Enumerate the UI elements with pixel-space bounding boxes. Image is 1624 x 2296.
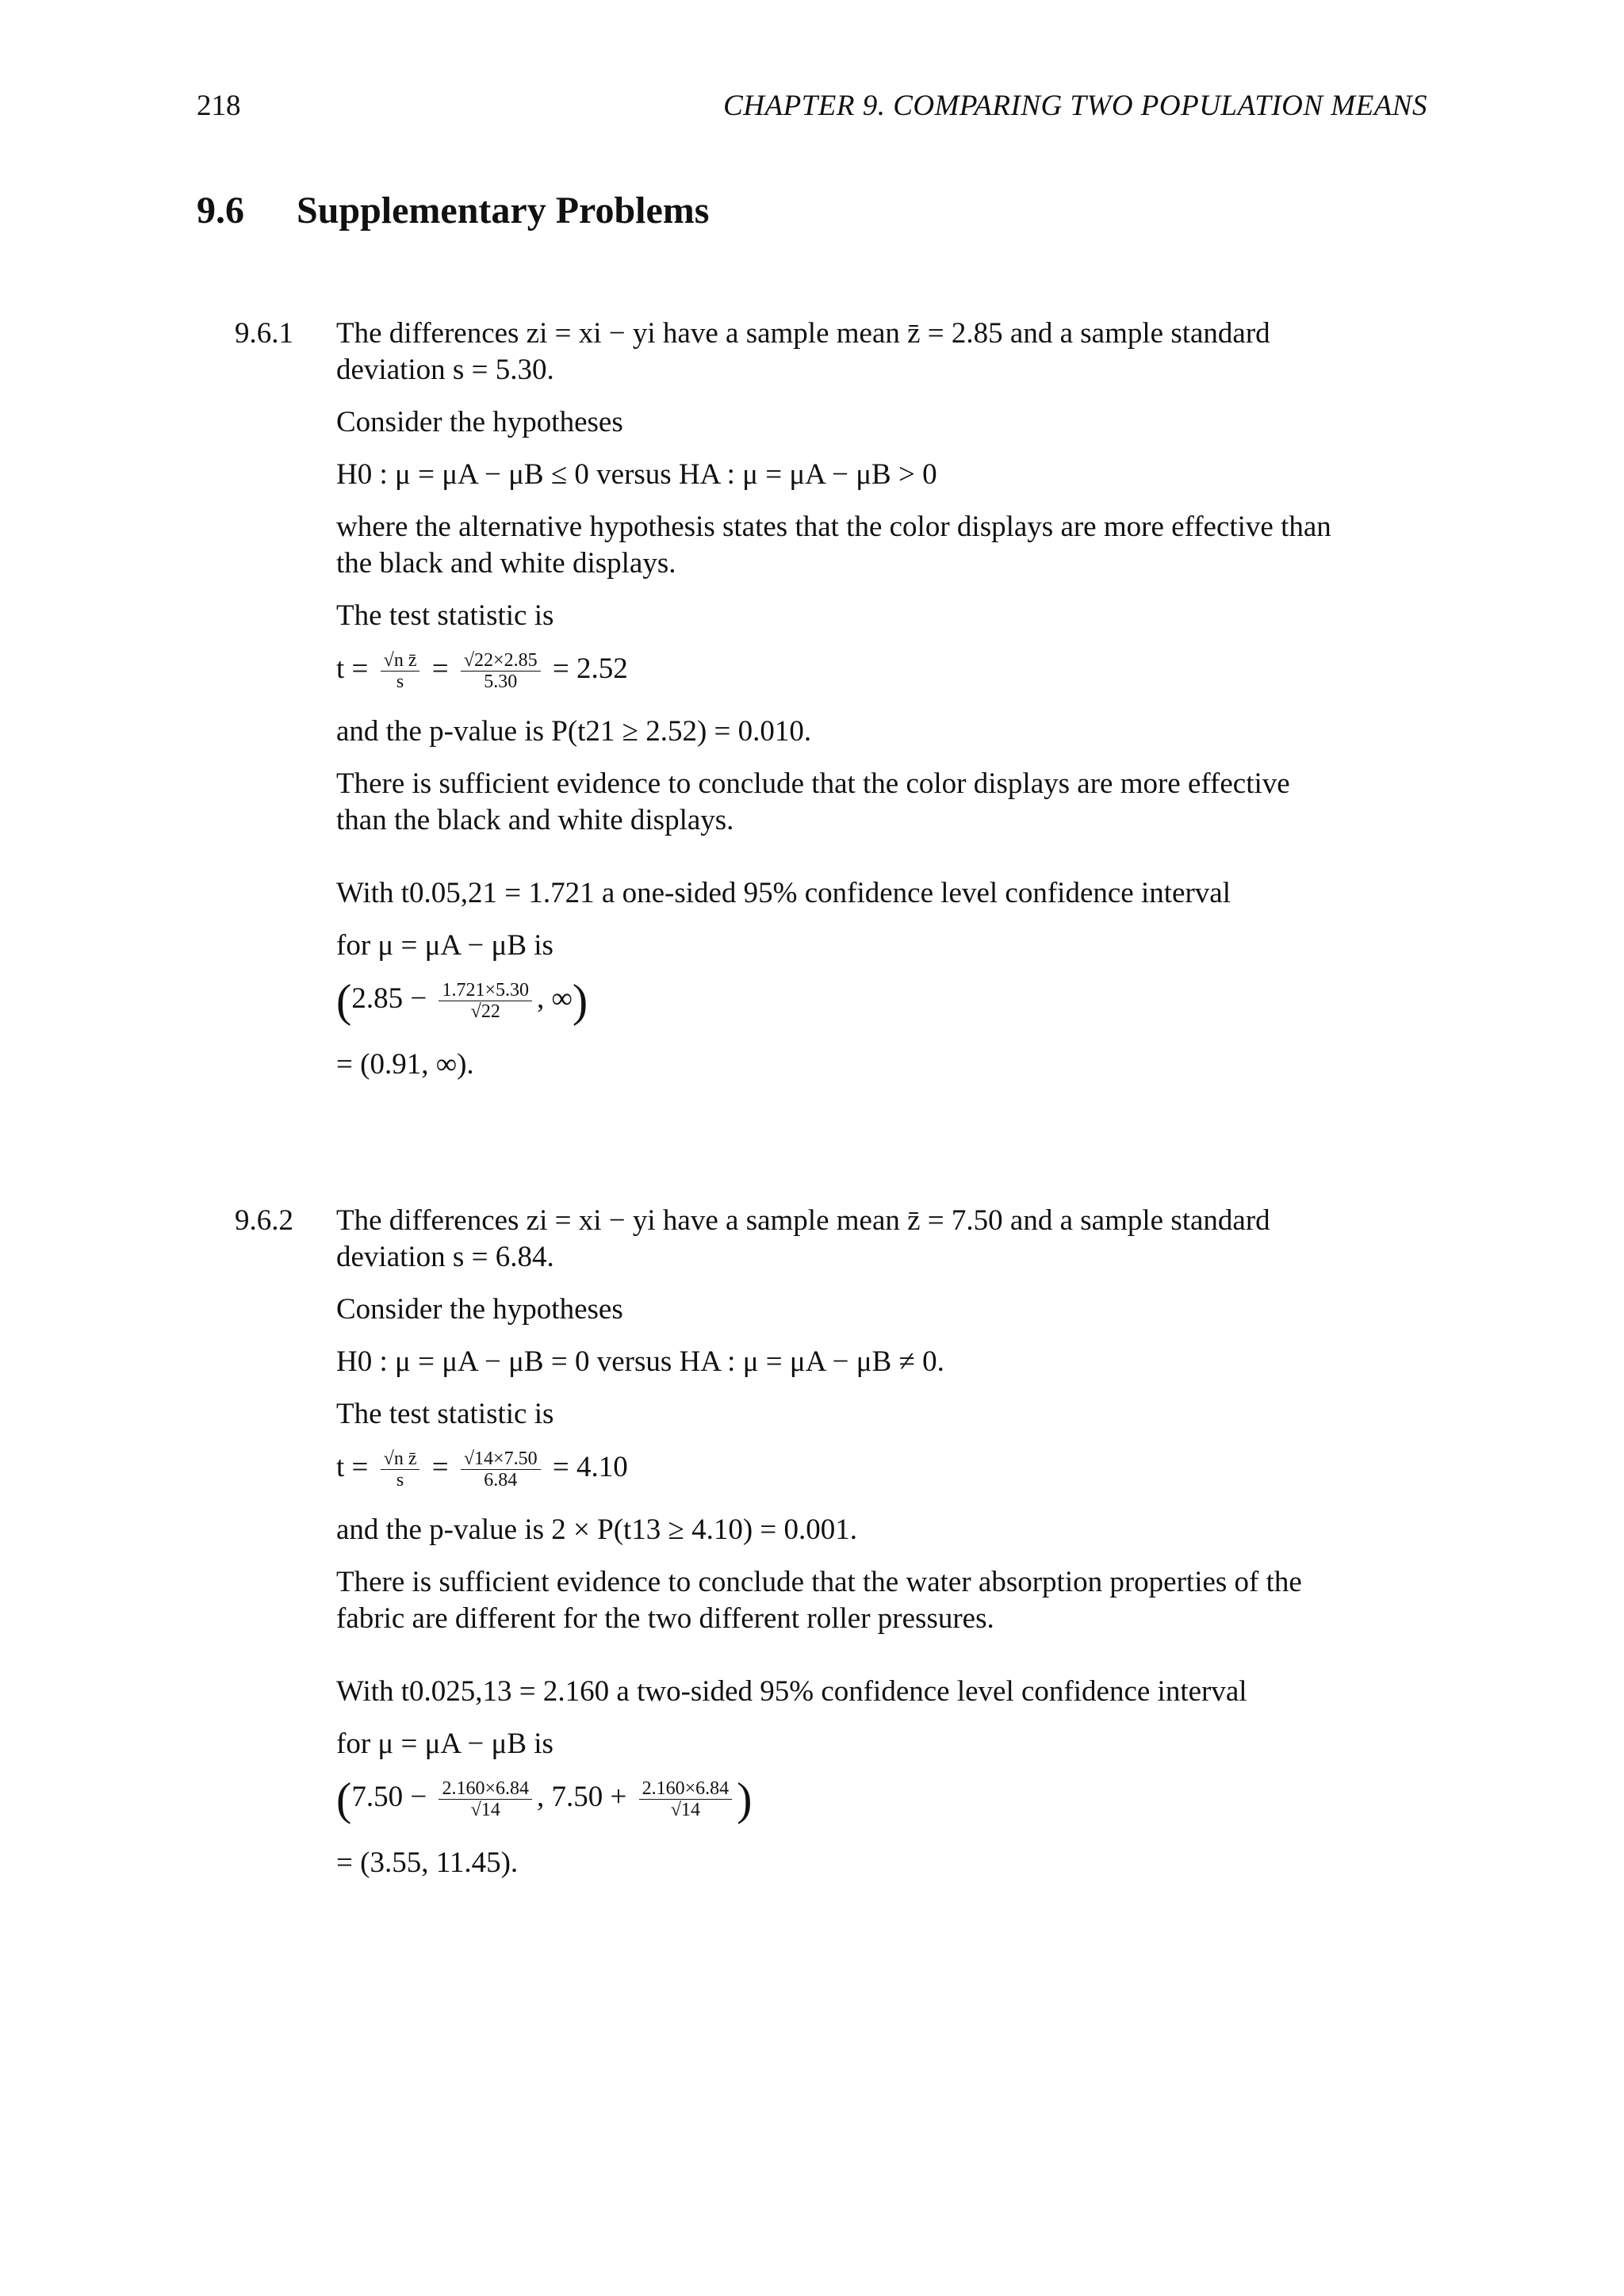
page-number: 218 xyxy=(197,90,241,122)
section-number: 9.6 xyxy=(197,189,244,232)
denominator: √22 xyxy=(470,1001,500,1022)
ci-line-1: With t0.05,21 = 1.721 a one-sided 95% confidence level confidence interval xyxy=(336,877,1231,909)
ci-expr-a: 7.50 − xyxy=(351,1780,427,1813)
t-result: = 4.10 xyxy=(552,1450,628,1483)
fraction xyxy=(381,650,420,692)
spacer xyxy=(336,839,1427,875)
fraction xyxy=(381,1448,420,1490)
problem-number: 9.6.1 xyxy=(235,317,293,350)
ci-expression xyxy=(336,974,1427,1031)
test-stat-intro: The test statistic is xyxy=(336,1398,554,1430)
fraction xyxy=(461,650,541,692)
close-paren: ) xyxy=(572,974,588,1027)
intro-line-1: The differences zi = xi − yi have a sample mean z̄ = 7.50 and a sample standard xyxy=(336,1204,1270,1237)
numerator: √n z̄ xyxy=(381,650,420,672)
t-lhs: t = xyxy=(336,1450,369,1483)
open-paren: ( xyxy=(336,1773,352,1825)
running-header xyxy=(197,89,1427,128)
t-lhs: t = xyxy=(336,652,369,685)
ci-result: = (3.55, 11.45). xyxy=(336,1846,519,1879)
problem-body xyxy=(336,1203,1427,1881)
fraction xyxy=(439,1778,532,1820)
hypotheses-line: H0 : μ = μA − μB ≤ 0 versus HA : μ = μA − μB > 0 xyxy=(336,458,937,491)
numerator: √n z̄ xyxy=(381,1448,420,1470)
numerator: √14×7.50 xyxy=(461,1448,541,1470)
denominator: √14 xyxy=(470,1800,500,1820)
chapter-title: CHAPTER 9. COMPARING TWO POPULATION MEANS xyxy=(723,90,1427,122)
test-stat-equation xyxy=(336,1448,1427,1496)
test-stat-intro: The test statistic is xyxy=(336,599,554,632)
pvalue-line: and the p-value is P(t21 ≥ 2.52) = 0.010. xyxy=(336,715,812,748)
t-result: = 2.52 xyxy=(552,652,628,685)
intro-line-2: deviation s = 6.84. xyxy=(336,1241,554,1273)
problem-number: 9.6.2 xyxy=(235,1204,293,1237)
hypotheses-line: H0 : μ = μA − μB = 0 versus HA : μ = μA − μB ≠ 0. xyxy=(336,1345,944,1378)
ci-expression xyxy=(336,1773,1427,1829)
fraction xyxy=(639,1778,733,1820)
numerator: √22×2.85 xyxy=(461,650,541,672)
conclusion-line-2: fabric are different for the two different roller pressures. xyxy=(336,1602,994,1635)
numerator: 1.721×5.30 xyxy=(439,980,532,1001)
consider-line: Consider the hypotheses xyxy=(336,406,623,438)
denominator: s xyxy=(396,1470,404,1490)
conclusion-line-1: There is sufficient evidence to conclude that the water absorption properties of the xyxy=(336,1566,1302,1598)
numerator: 2.160×6.84 xyxy=(439,1778,532,1800)
ci-expr-b: , 7.50 + xyxy=(537,1780,627,1813)
intro-line-2: deviation s = 5.30. xyxy=(336,354,554,386)
ci-expr-a: 2.85 − xyxy=(351,982,427,1015)
denominator: 5.30 xyxy=(484,672,518,692)
test-stat-equation xyxy=(336,650,1427,698)
denominator: s xyxy=(396,672,404,692)
alternative-line-2: the black and white displays. xyxy=(336,547,676,580)
ci-line-2: for μ = μA − μB is xyxy=(336,929,553,962)
equals: = xyxy=(431,1450,449,1483)
pvalue-line: and the p-value is 2 × P(t13 ≥ 4.10) = 0.001. xyxy=(336,1513,858,1546)
numerator: 2.160×6.84 xyxy=(639,1778,733,1800)
problem-body xyxy=(336,316,1427,1083)
conclusion-line-2: than the black and white displays. xyxy=(336,804,734,836)
close-paren: ) xyxy=(737,1773,753,1825)
consider-line: Consider the hypotheses xyxy=(336,1293,623,1326)
intro-line-1: The differences zi = xi − yi have a sample mean z̄ = 2.85 and a sample standard xyxy=(336,317,1270,350)
spacer xyxy=(336,1637,1427,1674)
section-title: Supplementary Problems xyxy=(297,189,710,232)
ci-line-1: With t0.025,13 = 2.160 a two-sided 95% confidence level confidence interval xyxy=(336,1675,1247,1708)
open-paren: ( xyxy=(336,974,352,1027)
equals: = xyxy=(431,652,449,685)
conclusion-line-1: There is sufficient evidence to conclude that the color displays are more effective xyxy=(336,767,1290,800)
denominator: 6.84 xyxy=(484,1470,518,1490)
ci-result: = (0.91, ∞). xyxy=(336,1048,474,1081)
ci-line-2: for μ = μA − μB is xyxy=(336,1728,553,1760)
fraction xyxy=(461,1448,541,1490)
ci-expr-b: , ∞ xyxy=(537,982,573,1015)
denominator: √14 xyxy=(670,1800,700,1820)
alternative-line-1: where the alternative hypothesis states that the color displays are more effective than xyxy=(336,511,1331,543)
fraction xyxy=(439,980,532,1022)
section-heading xyxy=(197,189,709,232)
